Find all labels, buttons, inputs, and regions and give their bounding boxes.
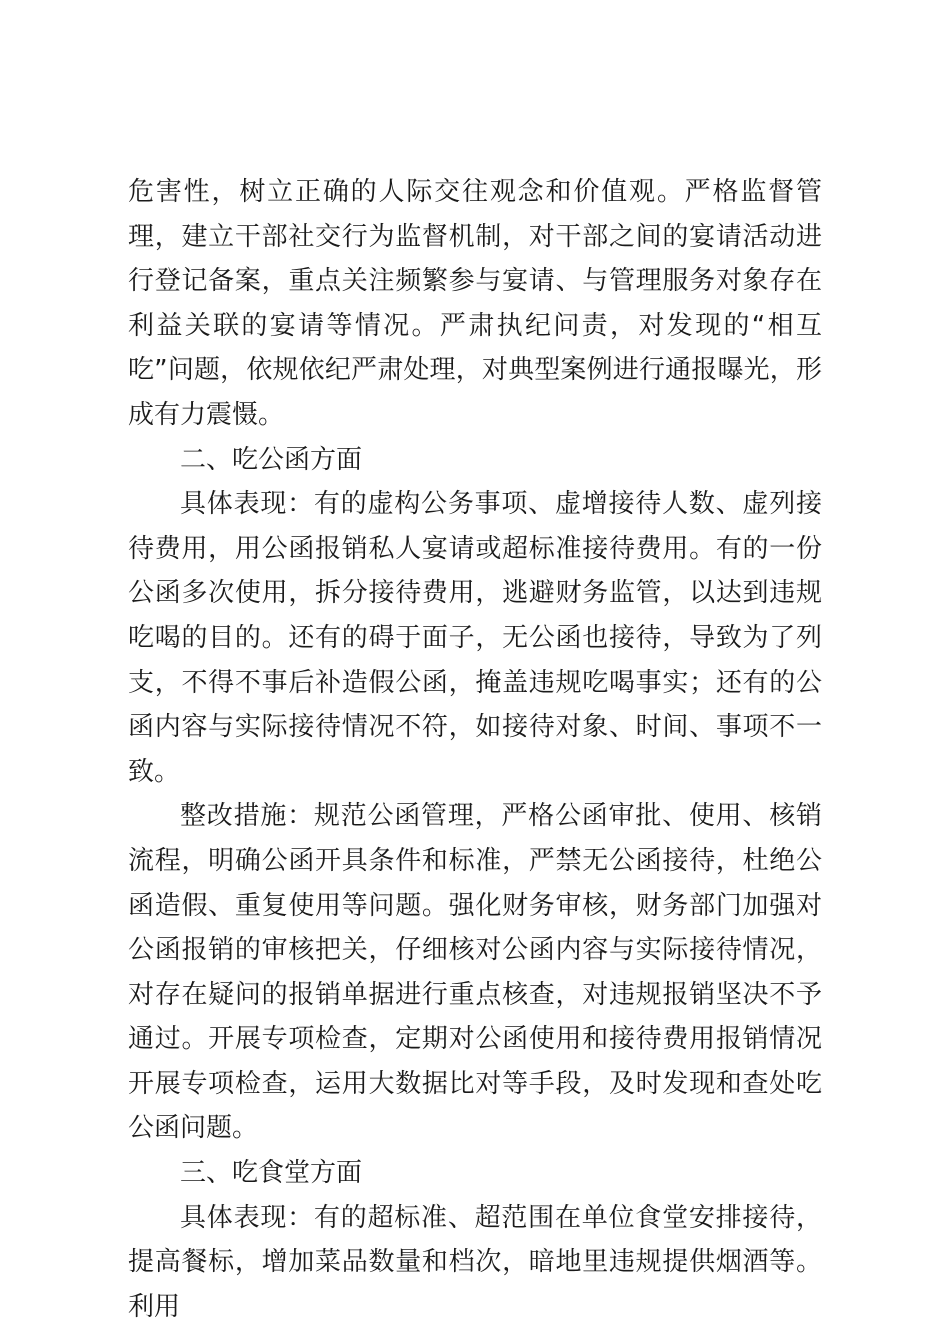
section-heading-3: 三、吃食堂方面 [180, 1158, 363, 1189]
paragraph-symptoms-2: 具体表现：有的虚构公务事项、虚增接待人数、虚列接待费用，用公函报销私人宴请或超标准接待费用。有的一份公函多次使用，拆分接待费用，逃避财务监管，以达到违规吃喝的目的。还有的碍于面子，无公函也接待，导致为了列支，不得不事后补造假公函，掩盖违规吃喝事实；还有的公函内容与实际接待情况不符，如接待对象、时间、事项不一致。 [128, 489, 822, 787]
document-body [128, 170, 822, 1329]
paragraph-measures-2: 整改措施：规范公函管理，严格公函审批、使用、核销流程，明确公函开具条件和标准，严禁无公函接待，杜绝公函造假、重复使用等问题。强化财务审核，财务部门加强对公函报销的审核把关，仔细核对公函内容与实际接待情况，对存在疑问的报销单据进行重点核查，对违规报销坚决不予通过。开展专项检查，定期对公函使用和接待费用报销情况开展专项检查，运用大数据比对等手段，及时发现和查处吃公函问题。 [128, 801, 822, 1144]
paragraph-continuation: 危害性，树立正确的人际交往观念和价值观。严格监督管理，建立干部社交行为监督机制，对干部之间的宴请活动进行登记备案，重点关注频繁参与宴请、与管理服务对象存在利益关联的宴请等情况。严肃执纪问责，对发现的“相互吃”问题，依规依纪严肃处理，对典型案例进行通报曝光，形成有力震慑。 [128, 177, 822, 430]
section-heading-2: 二、吃公函方面 [180, 444, 363, 475]
paragraph-symptoms-3: 具体表现：有的超标准、超范围在单位食堂安排接待，提高餐标，增加菜品数量和档次，暗地里违规提供烟酒等。利用 [128, 1202, 822, 1322]
